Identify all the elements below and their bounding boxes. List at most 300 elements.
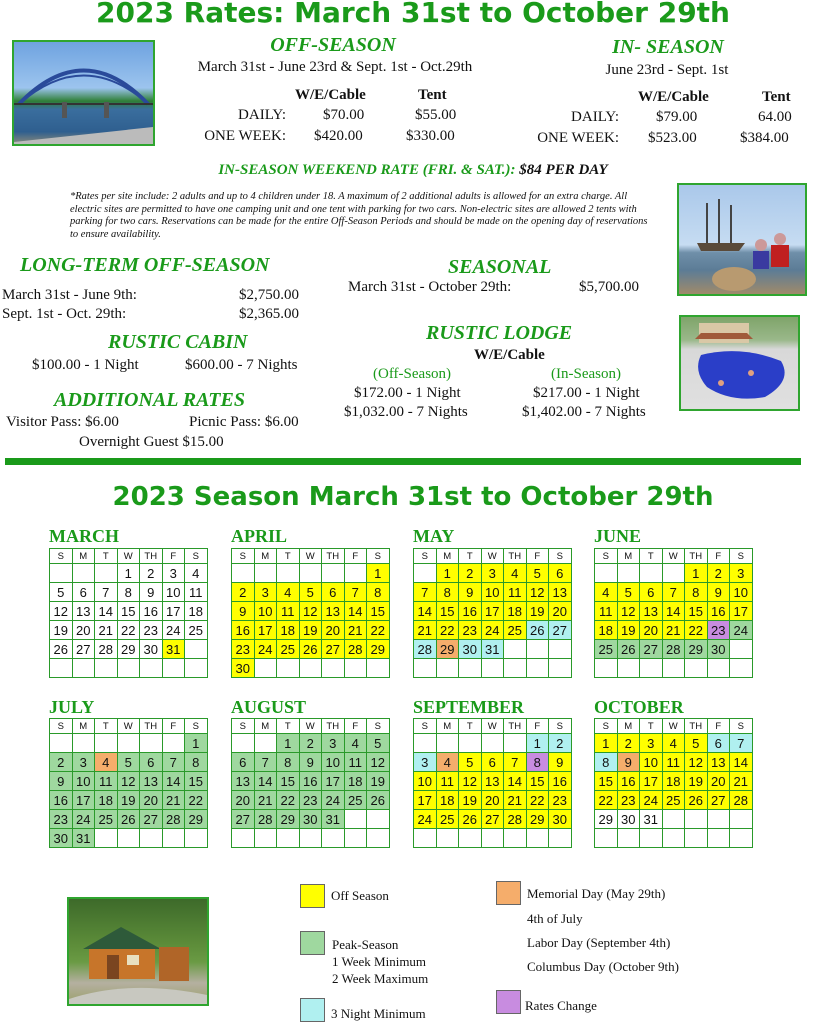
calendar-day: 11 <box>185 583 208 602</box>
picnic-pass: Picnic Pass: $6.00 <box>189 414 299 430</box>
calendar-day: 31 <box>162 640 185 659</box>
calendar-empty-cell <box>481 829 504 848</box>
calendar-empty-cell <box>185 640 208 659</box>
calendar-day: 9 <box>707 583 730 602</box>
calendar-day: 8 <box>117 583 140 602</box>
day-header: S <box>50 549 73 564</box>
calendar-july <box>49 718 208 848</box>
calendar-day: 22 <box>185 791 208 810</box>
calendar-day: 2 <box>707 564 730 583</box>
calendar-day: 10 <box>162 583 185 602</box>
calendar-empty-cell <box>50 734 73 753</box>
calendar-day: 13 <box>72 602 95 621</box>
calendar-day: 11 <box>595 602 618 621</box>
day-header: F <box>526 549 549 564</box>
calendar-empty-cell <box>344 829 367 848</box>
calendar-day: 2 <box>549 734 572 753</box>
calendar-empty-cell <box>526 829 549 848</box>
calendar-day: 19 <box>459 791 482 810</box>
day-header: S <box>414 719 437 734</box>
rustic-cabin-1-night: $100.00 - 1 Night <box>32 357 139 373</box>
calendar-empty-cell <box>299 659 322 678</box>
rustic-lodge-heading: RUSTIC LODGE <box>426 322 573 344</box>
calendar-day: 4 <box>662 734 685 753</box>
day-header: TH <box>504 719 527 734</box>
day-header: W <box>299 719 322 734</box>
calendar-day: 23 <box>549 791 572 810</box>
day-header: W <box>481 719 504 734</box>
calendar-empty-cell <box>254 829 277 848</box>
calendar-empty-cell <box>685 829 708 848</box>
calendar-day: 18 <box>595 621 618 640</box>
calendar-day: 25 <box>662 791 685 810</box>
calendar-day: 14 <box>662 602 685 621</box>
calendar-day: 6 <box>322 583 345 602</box>
calendar-empty-cell <box>617 659 640 678</box>
calendar-empty-cell <box>414 659 437 678</box>
day-header: W <box>117 719 140 734</box>
calendar-empty-cell <box>232 564 255 583</box>
seasonal-heading: SEASONAL <box>448 256 552 278</box>
day-header: S <box>730 719 753 734</box>
calendar-day: 17 <box>162 602 185 621</box>
calendar-empty-cell <box>640 659 663 678</box>
day-header: W <box>662 719 685 734</box>
calendar-day: 10 <box>414 772 437 791</box>
day-header: M <box>72 719 95 734</box>
month-name-march: MARCH <box>49 526 119 546</box>
legend-off-season: Off Season <box>331 888 389 903</box>
off-season-daily-tent: $55.00 <box>415 107 457 123</box>
additional-rates-heading: ADDITIONAL RATES <box>54 389 245 411</box>
calendar-day: 28 <box>254 810 277 829</box>
in-season-heading: IN- SEASON <box>612 36 724 58</box>
calendar-day: 17 <box>481 602 504 621</box>
calendar-day: 11 <box>436 772 459 791</box>
calendar-day: 29 <box>436 640 459 659</box>
off-season-daily-label: DAILY: <box>238 107 286 123</box>
calendar-day: 23 <box>459 621 482 640</box>
calendar-day: 30 <box>50 829 73 848</box>
calendar-may <box>413 548 572 678</box>
calendar-day: 18 <box>662 772 685 791</box>
calendar-empty-cell <box>549 829 572 848</box>
day-header: W <box>481 549 504 564</box>
day-header: T <box>277 549 300 564</box>
calendar-april <box>231 548 390 678</box>
day-header: M <box>436 719 459 734</box>
calendar-empty-cell <box>662 829 685 848</box>
calendar-day: 29 <box>367 640 390 659</box>
calendar-day: 3 <box>640 734 663 753</box>
calendar-day: 19 <box>367 772 390 791</box>
weekend-rate-label: IN-SEASON WEEKEND RATE (FRI. & SAT.): <box>218 162 516 178</box>
calendar-day: 27 <box>640 640 663 659</box>
calendar-empty-cell <box>459 829 482 848</box>
calendar-day: 26 <box>367 791 390 810</box>
calendar-day: 16 <box>459 602 482 621</box>
calendar-march <box>49 548 208 678</box>
calendar-empty-cell <box>707 659 730 678</box>
calendar-empty-cell <box>50 564 73 583</box>
calendar-day: 14 <box>95 602 118 621</box>
calendar-day: 2 <box>299 734 322 753</box>
calendar-empty-cell <box>117 734 140 753</box>
calendar-day: 6 <box>140 753 163 772</box>
calendar-day: 26 <box>299 640 322 659</box>
seasonal-label: March 31st - October 29th: <box>348 279 512 295</box>
calendar-day: 21 <box>504 791 527 810</box>
calendar-day: 19 <box>617 621 640 640</box>
legend-3-night-swatch <box>300 998 325 1022</box>
calendar-empty-cell <box>526 659 549 678</box>
calendar-day: 5 <box>50 583 73 602</box>
calendar-day: 1 <box>185 734 208 753</box>
day-header: S <box>185 719 208 734</box>
calendar-empty-cell <box>414 829 437 848</box>
calendar-day: 28 <box>344 640 367 659</box>
calendar-day: 8 <box>526 753 549 772</box>
calendar-day: 7 <box>344 583 367 602</box>
calendar-day: 14 <box>162 772 185 791</box>
calendar-day: 28 <box>162 810 185 829</box>
off-season-dates: March 31st - June 23rd & Sept. 1st - Oct.29th <box>197 59 473 75</box>
calendar-day: 11 <box>662 753 685 772</box>
calendar-empty-cell <box>595 659 618 678</box>
off-season-col-tent: Tent <box>418 87 447 103</box>
off-season-heading: OFF-SEASON <box>270 34 396 56</box>
day-header: S <box>730 549 753 564</box>
calendar-day: 30 <box>232 659 255 678</box>
calendar-day: 14 <box>730 753 753 772</box>
calendar-day: 18 <box>95 791 118 810</box>
calendar-empty-cell <box>481 659 504 678</box>
calendar-day: 30 <box>459 640 482 659</box>
day-header: T <box>277 719 300 734</box>
calendar-empty-cell <box>140 659 163 678</box>
calendar-day: 4 <box>277 583 300 602</box>
legend-peak-swatch <box>300 931 325 955</box>
day-header: T <box>459 719 482 734</box>
pool-photo <box>679 315 800 411</box>
calendar-day: 29 <box>685 640 708 659</box>
calendar-day: 17 <box>254 621 277 640</box>
calendar-empty-cell <box>617 829 640 848</box>
calendar-day: 13 <box>481 772 504 791</box>
calendar-day: 6 <box>640 583 663 602</box>
calendar-day: 27 <box>322 640 345 659</box>
calendar-empty-cell <box>504 640 527 659</box>
calendar-day: 30 <box>707 640 730 659</box>
calendar-day: 4 <box>595 583 618 602</box>
calendar-day: 2 <box>50 753 73 772</box>
legend-peak-maximum: 2 Week Maximum <box>332 971 429 986</box>
calendar-day: 4 <box>344 734 367 753</box>
calendar-day: 9 <box>232 602 255 621</box>
calendar-empty-cell <box>232 734 255 753</box>
calendar-day: 7 <box>414 583 437 602</box>
legend-memorial-day: Memorial Day (May 29th) <box>527 886 666 901</box>
page-title: 2023 Rates: March 31st to October 29th <box>96 0 730 29</box>
calendar-day: 21 <box>662 621 685 640</box>
calendar-day: 23 <box>617 791 640 810</box>
calendar-day: 16 <box>140 602 163 621</box>
calendar-day: 31 <box>322 810 345 829</box>
day-header: F <box>344 549 367 564</box>
calendar-day: 30 <box>140 640 163 659</box>
legend-labor-day: Labor Day (September 4th) <box>527 935 671 950</box>
calendar-day: 2 <box>232 583 255 602</box>
calendar-empty-cell <box>232 829 255 848</box>
calendar-june <box>594 548 753 678</box>
calendar-day: 22 <box>277 791 300 810</box>
rustic-lodge-in-7-nights: $1,402.00 - 7 Nights <box>522 404 646 420</box>
rustic-lodge-wecable: W/E/Cable <box>474 347 545 363</box>
calendar-day: 28 <box>95 640 118 659</box>
calendar-empty-cell <box>299 564 322 583</box>
calendar-day: 24 <box>730 621 753 640</box>
calendar-day: 13 <box>549 583 572 602</box>
legend-peak-season: Peak-Season <box>332 937 399 952</box>
calendar-day: 3 <box>162 564 185 583</box>
calendar-empty-cell <box>504 829 527 848</box>
calendar-day: 5 <box>117 753 140 772</box>
weekend-rate-value: $84 PER DAY <box>519 162 608 178</box>
calendar-day: 20 <box>140 791 163 810</box>
calendar-day: 10 <box>254 602 277 621</box>
day-header: T <box>95 549 118 564</box>
calendar-day: 20 <box>481 791 504 810</box>
calendar-day: 3 <box>72 753 95 772</box>
calendar-day: 14 <box>344 602 367 621</box>
calendar-empty-cell <box>414 734 437 753</box>
calendar-day: 3 <box>730 564 753 583</box>
day-header: F <box>162 719 185 734</box>
calendar-day: 18 <box>277 621 300 640</box>
calendar-day: 27 <box>72 640 95 659</box>
calendar-day: 21 <box>95 621 118 640</box>
day-header: F <box>707 719 730 734</box>
calendar-empty-cell <box>595 564 618 583</box>
calendar-day: 3 <box>254 583 277 602</box>
calendar-day: 19 <box>50 621 73 640</box>
calendar-empty-cell <box>344 564 367 583</box>
calendar-day: 18 <box>344 772 367 791</box>
calendar-day: 8 <box>436 583 459 602</box>
calendar-day: 7 <box>504 753 527 772</box>
calendar-empty-cell <box>344 659 367 678</box>
calendar-empty-cell <box>162 659 185 678</box>
calendar-day: 6 <box>481 753 504 772</box>
calendar-day: 20 <box>640 621 663 640</box>
calendar-day: 30 <box>549 810 572 829</box>
calendar-empty-cell <box>254 659 277 678</box>
rustic-lodge-off-7-nights: $1,032.00 - 7 Nights <box>344 404 468 420</box>
month-name-october: OCTOBER <box>594 697 684 717</box>
calendar-empty-cell <box>414 564 437 583</box>
calendar-day: 13 <box>640 602 663 621</box>
calendar-day: 31 <box>481 640 504 659</box>
calendar-day: 7 <box>254 753 277 772</box>
calendar-day: 22 <box>117 621 140 640</box>
calendar-empty-cell <box>481 734 504 753</box>
calendar-day: 22 <box>526 791 549 810</box>
calendar-day: 12 <box>685 753 708 772</box>
calendar-day: 20 <box>232 791 255 810</box>
off-season-daily-wecable: $70.00 <box>323 107 365 123</box>
calendar-day: 16 <box>707 602 730 621</box>
long-term-row1-label: March 31st - June 9th: <box>2 287 137 303</box>
calendar-day: 23 <box>140 621 163 640</box>
day-header: S <box>367 719 390 734</box>
day-header: F <box>526 719 549 734</box>
day-header: S <box>549 549 572 564</box>
calendar-day: 4 <box>95 753 118 772</box>
calendar-empty-cell <box>459 734 482 753</box>
calendar-day: 3 <box>322 734 345 753</box>
calendar-empty-cell <box>140 829 163 848</box>
long-term-row1-value: $2,750.00 <box>239 287 299 303</box>
calendar-day: 6 <box>72 583 95 602</box>
calendar-empty-cell <box>277 659 300 678</box>
calendar-day: 23 <box>299 791 322 810</box>
calendar-day: 27 <box>232 810 255 829</box>
calendar-empty-cell <box>662 659 685 678</box>
calendar-september <box>413 718 572 848</box>
in-season-dates: June 23rd - Sept. 1st <box>605 62 729 78</box>
calendar-day: 30 <box>299 810 322 829</box>
calendar-empty-cell <box>595 829 618 848</box>
in-season-week-tent: $384.00 <box>740 130 789 146</box>
rustic-cabin-heading: RUSTIC CABIN <box>108 331 248 353</box>
calendar-day: 1 <box>277 734 300 753</box>
calendar-empty-cell <box>322 829 345 848</box>
calendar-day: 13 <box>707 753 730 772</box>
calendar-day: 21 <box>344 621 367 640</box>
rustic-lodge-in-1-night: $217.00 - 1 Night <box>533 385 640 401</box>
rustic-lodge-off-label: (Off-Season) <box>373 366 452 382</box>
day-header: W <box>662 549 685 564</box>
in-season-daily-wecable: $79.00 <box>656 109 698 125</box>
calendar-empty-cell <box>436 659 459 678</box>
calendar-day: 29 <box>526 810 549 829</box>
day-header: S <box>232 719 255 734</box>
calendar-empty-cell <box>299 829 322 848</box>
calendar-day: 17 <box>640 772 663 791</box>
calendar-day: 12 <box>617 602 640 621</box>
calendar-day: 20 <box>549 602 572 621</box>
calendar-day: 15 <box>367 602 390 621</box>
calendar-empty-cell <box>685 659 708 678</box>
legend-3-night: 3 Night Minimum <box>331 1006 426 1021</box>
calendar-empty-cell <box>549 659 572 678</box>
calendar-day: 13 <box>140 772 163 791</box>
day-header: TH <box>504 549 527 564</box>
calendar-day: 27 <box>549 621 572 640</box>
day-header: S <box>232 549 255 564</box>
calendar-day: 21 <box>162 791 185 810</box>
day-header: M <box>254 549 277 564</box>
calendar-day: 31 <box>640 810 663 829</box>
calendar-day: 22 <box>367 621 390 640</box>
calendar-day: 19 <box>299 621 322 640</box>
calendar-day: 21 <box>254 791 277 810</box>
calendar-empty-cell <box>322 564 345 583</box>
calendar-day: 25 <box>277 640 300 659</box>
off-season-col-wecable: W/E/Cable <box>295 87 366 103</box>
calendar-day: 24 <box>72 810 95 829</box>
calendar-day: 2 <box>617 734 640 753</box>
calendar-day: 30 <box>617 810 640 829</box>
day-header: TH <box>322 549 345 564</box>
long-term-row2-value: $2,365.00 <box>239 306 299 322</box>
calendar-day: 15 <box>595 772 618 791</box>
calendar-empty-cell <box>72 564 95 583</box>
day-header: M <box>436 549 459 564</box>
day-header: S <box>414 549 437 564</box>
calendar-empty-cell <box>685 810 708 829</box>
day-header: T <box>95 719 118 734</box>
calendar-day: 1 <box>526 734 549 753</box>
calendar-day: 6 <box>232 753 255 772</box>
calendar-empty-cell <box>50 659 73 678</box>
calendar-day: 15 <box>526 772 549 791</box>
calendar-day: 12 <box>117 772 140 791</box>
day-header: S <box>595 549 618 564</box>
legend-off-season-swatch <box>300 884 325 908</box>
in-season-week-label: ONE WEEK: <box>537 130 619 146</box>
calendar-day: 12 <box>459 772 482 791</box>
month-name-june: JUNE <box>594 526 642 546</box>
day-header: F <box>344 719 367 734</box>
calendar-day: 5 <box>685 734 708 753</box>
month-name-may: MAY <box>413 526 455 546</box>
rustic-lodge-in-label: (In-Season) <box>551 366 621 382</box>
calendar-empty-cell <box>254 564 277 583</box>
in-season-daily-label: DAILY: <box>571 109 619 125</box>
calendar-day: 8 <box>685 583 708 602</box>
calendar-empty-cell <box>95 659 118 678</box>
calendar-empty-cell <box>436 734 459 753</box>
calendar-day: 14 <box>504 772 527 791</box>
calendar-empty-cell <box>95 734 118 753</box>
day-header: S <box>549 719 572 734</box>
calendar-day: 9 <box>140 583 163 602</box>
calendar-day: 29 <box>185 810 208 829</box>
in-season-daily-tent: 64.00 <box>758 109 792 125</box>
calendar-day: 15 <box>117 602 140 621</box>
calendar-empty-cell <box>730 640 753 659</box>
calendar-day: 31 <box>72 829 95 848</box>
calendar-day: 9 <box>617 753 640 772</box>
calendar-day: 17 <box>72 791 95 810</box>
calendar-day: 15 <box>436 602 459 621</box>
calendar-empty-cell <box>707 810 730 829</box>
calendar-day: 11 <box>504 583 527 602</box>
day-header: T <box>640 549 663 564</box>
calendar-day: 12 <box>299 602 322 621</box>
season-title: 2023 Season March 31st to October 29th <box>112 482 714 512</box>
calendar-day: 1 <box>367 564 390 583</box>
weekend-rate <box>0 162 826 179</box>
rustic-lodge-off-1-night: $172.00 - 1 Night <box>354 385 461 401</box>
calendar-day: 25 <box>95 810 118 829</box>
day-header: T <box>640 719 663 734</box>
day-header: TH <box>140 719 163 734</box>
calendar-empty-cell <box>185 659 208 678</box>
calendar-day: 29 <box>595 810 618 829</box>
calendar-day: 17 <box>322 772 345 791</box>
